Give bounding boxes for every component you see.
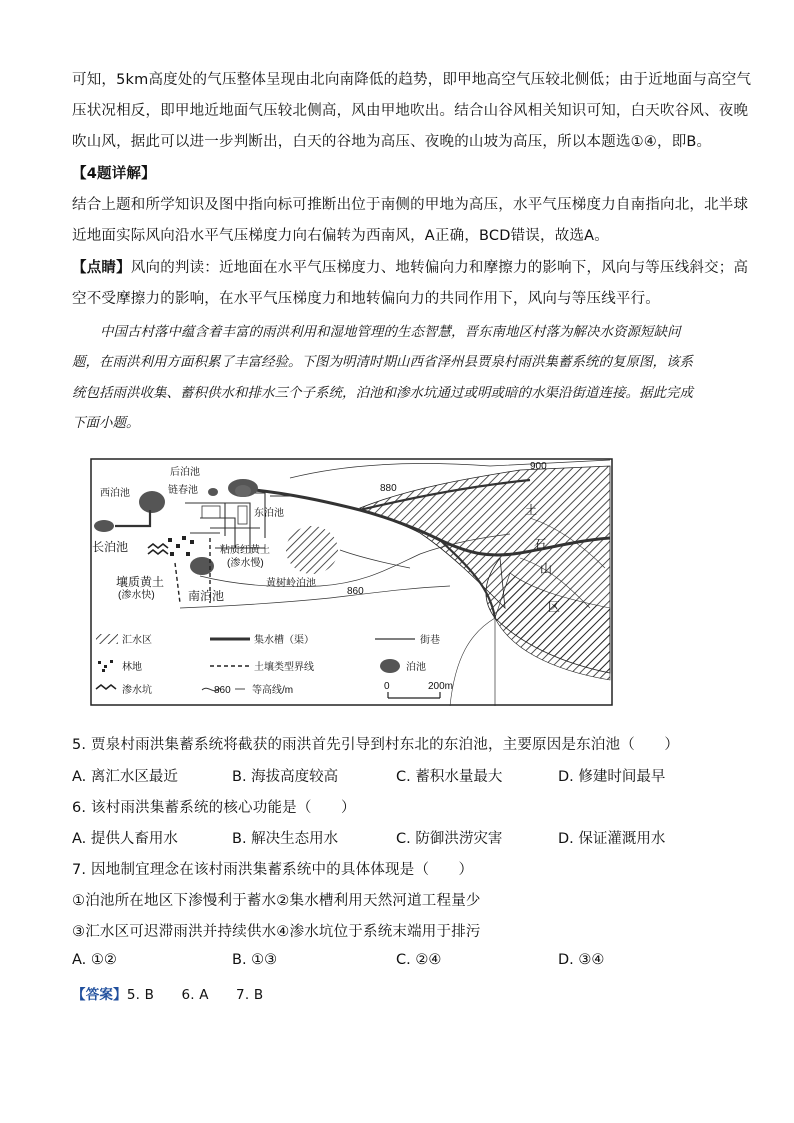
text-line-1: 可知，5km高度处的气压整体呈现由北向南降低的趋势，即甲地高空气压较北侧低；由于近地面与高空气 bbox=[72, 72, 752, 88]
legend-bochi: 泊池 bbox=[406, 662, 426, 673]
passage-line-1: 中国古村落中蕴含着丰富的雨洪利用和湿地管理的生态智慧，晋东南地区村落为解决水资源短缺问 bbox=[100, 324, 681, 340]
dong-pond bbox=[235, 485, 251, 497]
section-heading-q4: 【4题详解】 bbox=[72, 166, 156, 182]
label-nanbochi: 南泊池 bbox=[188, 589, 225, 603]
question-7: 7. 因地制宜理念在该村雨洪集蓄系统中的具体体现是（ ） bbox=[72, 862, 474, 878]
label-contour-860: 860 bbox=[347, 586, 364, 597]
answer-line bbox=[72, 983, 263, 1003]
scale-zero: 0 bbox=[384, 681, 390, 692]
catchment-spot bbox=[286, 526, 338, 574]
label-shenshuiman: (渗水慢) bbox=[227, 558, 264, 569]
q6-option-d: D. 保证灌溉用水 bbox=[558, 831, 666, 847]
label-nianzhi: 粘质红黄土 bbox=[220, 545, 270, 556]
q6-option-b: B. 解决生态用水 bbox=[232, 831, 339, 847]
legend-huishuiqu: 汇水区 bbox=[122, 635, 152, 646]
legend-jishuicao: 集水槽（渠） bbox=[254, 635, 314, 646]
text-line-3: 吹山风，据此可以进一步判断出，白天的谷地为高压、夜晚的山坡为高压，所以本题选①④，即B。 bbox=[72, 134, 712, 150]
legend-jiexiang: 街巷 bbox=[420, 635, 440, 646]
text-line-6: 近地面实际风向沿水平气压梯度力向右偏转为西南风，A正确，BCD错误，故选A。 bbox=[72, 228, 609, 244]
label-shan: 山 bbox=[540, 562, 553, 576]
text-line-7 bbox=[72, 256, 748, 277]
text-line-5: 结合上题和所学知识及图中指向标可推断出位于南侧的甲地为高压，水平气压梯度力自南指向北，北半球 bbox=[72, 197, 749, 213]
label-xibochi: 西泊池 bbox=[100, 488, 130, 499]
label-shi: 石 bbox=[534, 537, 547, 551]
q7-option-c: C. ②④ bbox=[396, 952, 442, 968]
passage-line-3: 统包括雨洪收集、蓄积供水和排水三个子系统，泊池和渗水坑通过或明或暗的水渠沿街道连接。据此完成 bbox=[72, 385, 693, 401]
village-rainwater-map bbox=[90, 458, 613, 706]
legend-contour-number: 860 bbox=[214, 685, 231, 696]
q5-option-c: C. 蓄积水量最大 bbox=[396, 769, 503, 785]
text-line-8: 空不受摩擦力的影响，在水平气压梯度力和地转偏向力的共同作用下，风向与等压线平行。 bbox=[72, 291, 660, 307]
question-6: 6. 该村雨洪集蓄系统的核心功能是（ ） bbox=[72, 800, 356, 816]
q5-option-a: A. 离汇水区最近 bbox=[72, 769, 178, 785]
text-line-2: 压状况相反，即甲地近地面气压较北侧高，风由甲地吹出。结合山谷风相关知识可知，白天吹谷风、夜晚 bbox=[72, 103, 749, 119]
passage-line-2: 题，在雨洪利用方面积累了丰富经验。下图为明清时期山西省泽州县贾泉村雨洪集蓄系统的复原图，该系 bbox=[72, 354, 693, 370]
chang-pond bbox=[94, 520, 114, 532]
tip-tag: 【点睛】 bbox=[72, 260, 131, 276]
q7-option-d: D. ③④ bbox=[558, 952, 605, 968]
q5-option-d: D. 修建时间最早 bbox=[558, 769, 666, 785]
q7-option-a: A. ①② bbox=[72, 952, 117, 968]
label-dongbochi: 东泊池 bbox=[254, 508, 284, 519]
q7-option-b: B. ①③ bbox=[232, 952, 278, 968]
label-changbochi: 长泊池 bbox=[92, 540, 129, 554]
q6-option-c: C. 防御洪涝灾害 bbox=[396, 831, 503, 847]
lianchun-pond bbox=[208, 488, 218, 496]
label-lianchunchi: 链春池 bbox=[168, 485, 198, 496]
label-rangzhi: 壤质黄土 bbox=[116, 575, 165, 589]
label-shenshuikuai: (渗水快) bbox=[118, 590, 155, 601]
legend-contour: 等高线/m bbox=[252, 685, 294, 696]
legend-shenshuikeng: 渗水坑 bbox=[122, 685, 152, 696]
label-contour-900: 900 bbox=[530, 461, 547, 472]
label-huangshuling: 黄树岭泊池 bbox=[266, 578, 316, 589]
q5-option-b: B. 海拔高度较高 bbox=[232, 769, 339, 785]
answer-text: 5. B 6. A 7. B bbox=[126, 987, 264, 1003]
label-qu: 区 bbox=[548, 600, 561, 614]
passage-line-4: 下面小题。 bbox=[72, 415, 140, 431]
label-contour-880: 880 bbox=[380, 483, 397, 494]
q7-statements-2: ③汇水区可迟滞雨洪并持续供水④渗水坑位于系统末端用于排污 bbox=[72, 924, 481, 940]
legend-lindi: 林地 bbox=[122, 662, 142, 673]
q7-statements-1: ①泊池所在地区下渗慢利于蓄水②集水槽利用天然河道工程量少 bbox=[72, 893, 481, 909]
answer-label: 【答案】 bbox=[72, 987, 127, 1003]
question-5: 5. 贾泉村雨洪集蓄系统将截获的雨洪首先引导到村东北的东泊池，主要原因是东泊池（ ） bbox=[72, 737, 680, 753]
label-houbochi: 后泊池 bbox=[170, 467, 200, 478]
xi-pond bbox=[139, 491, 165, 513]
q6-option-a: A. 提供人畜用水 bbox=[72, 831, 178, 847]
scale-200m: 200m bbox=[428, 681, 454, 692]
label-tu: 土 bbox=[525, 503, 538, 517]
legend-turang: 土壤类型界线 bbox=[254, 662, 314, 673]
tip-text: 风向的判读：近地面在水平气压梯度力、地转偏向力和摩擦力的影响下，风向与等压线斜交；高 bbox=[130, 260, 749, 276]
